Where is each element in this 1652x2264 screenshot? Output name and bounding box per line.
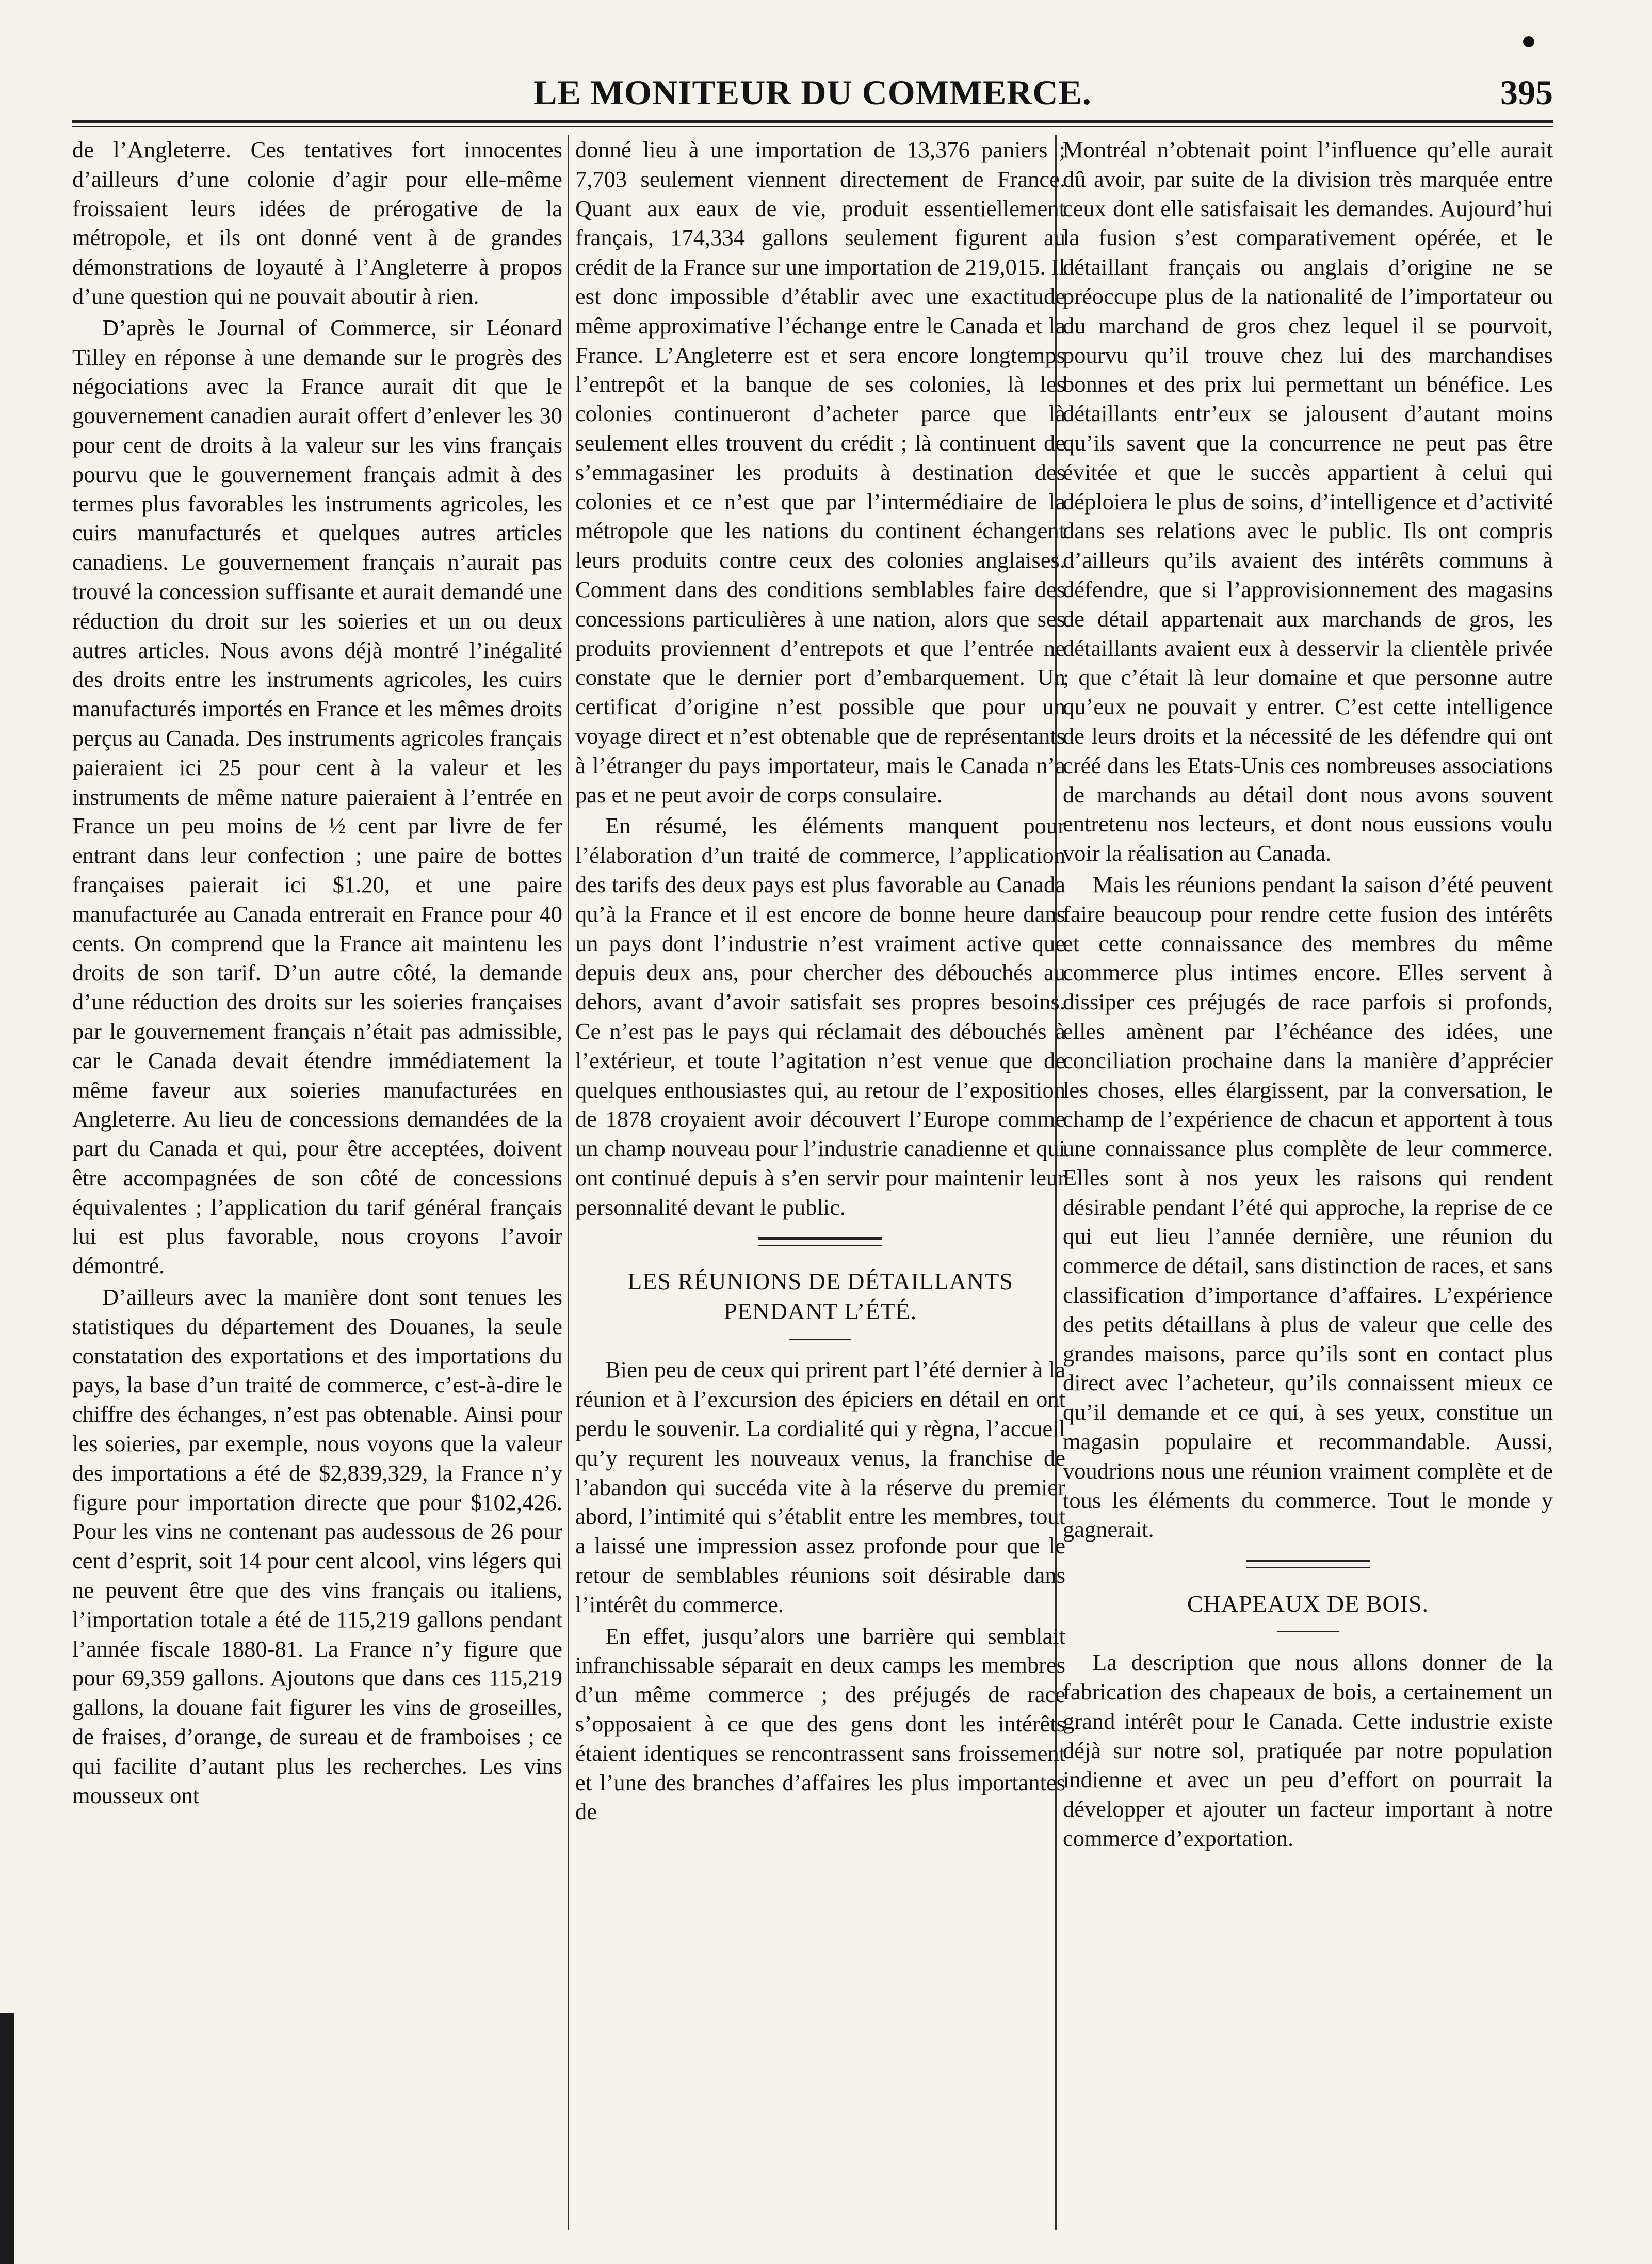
page-number: 395: [1500, 73, 1553, 112]
double-rule: [1246, 1560, 1370, 1568]
paragraph: de l’Angleterre. Ces tentatives fort innocentes d’ailleurs d’une colonie d’agir pour elle-même froissaient leurs idées de prérogative de la métropole, et ils ont donné vent à de grandes démonstrations de loyauté à l’Angleterre à propos d’une question qui ne pouvait aboutir à rien.: [72, 137, 562, 309]
paragraph: D’après le Journal of Commerce, sir Léonard Tilley en réponse à une demande sur le progrès des négociations avec la France aurait dit que le gouvernement canadien aurait offert d’enlever les 30 pour cent de droits à la valeur sur les vins français pourvu que le gouvernement français admit à des termes plus favorables les instruments agricoles, les cuirs manufacturés et quelques autres articles canadiens. Le gouvernement français n’aurait pas trouvé la concession suffisante et aurait demandé une réduction du droit sur les soieries et un ou deux autres articles. Nous avons déjà montré l’inégalité des droits entre les instruments agricoles, les cuirs manufacturés importés en France et les mêmes droits perçus au Canada. Des instruments agricoles français paieraient ici 25 pour cent à la valeur et les instruments de même nature paieraient à l’entrée en France un peu moins de ½ cent par livre de fer entrant dans leur confection ; une paire de bottes françaises paierait ici $1.20, et une paire manufacturée au Canada entrerait en France pour 40 cents. On comprend que la France ait maintenu les droits de son tarif. D’un autre côté, la demande d’une réduction des droits sur les soieries françaises par le gouvernement français n’était pas admissible, car le Canada devait étendre immédiatement la même faveur aux soieries manufacturées en Angleterre. Au lieu de concessions demandées de la part du Canada et qui, pour être acceptées, doivent être accompagnées de son côté de concessions équivalentes ; l’application du tarif général français lui est plus favorable, nous croyons l’avoir démontré.: [72, 314, 562, 1279]
paragraph: Mais les réunions pendant la saison d’été peuvent faire beaucoup pour rendre cette fusion des intérêts et cette connaissance des membres du même commerce plus intimes encore. Elles servent à dissiper ces préjugés de race parfois si profonds, elles amènent par l’échéance des idées, une conciliation prochaine dans la manière d’apprécier les choses, elles élargissent, par la conversation, le champ de l’expérience de chacun et apportent à tous une connaissance plus complète de leur commerce. Elles sont à nos yeux les raisons qui rendent désirable pendant l’été qui approche, la reprise de ce qui eut lieu l’année dernière, une réunion du commerce de détail, sans distinction de races, et sans classification d’importance d’affaires. L’expérience des petits détaillans à plus de valeur que celle des grandes maisons, parce qu’ils sont en contact plus direct avec l’acheteur, qu’ils connaissent mieux ce qu’il demande et ce qui, à ses yeux, constitue un magasin populaire et recommandable. Aussi, voudrions nous une réunion vraiment complète et de tous les éléments du commerce. Tout le monde y gagnerait.: [1063, 871, 1553, 1543]
short-rule: [789, 1339, 851, 1340]
column-divider-left: [568, 135, 569, 2230]
paragraph: La description que nous allons donner de la fabrication des chapeaux de bois, a certainement un grand intérêt pour le Canada. Cette industrie existe déjà sur notre sol, pratiquée par notre population indienne et avec un peu d’effort on pourrait la développer et ajouter un facteur important à notre commerce d’exportation.: [1063, 1649, 1553, 1852]
page-header: [72, 72, 1553, 119]
page-dot: [1523, 36, 1534, 47]
paragraph: En résumé, les éléments manquent pour l’élaboration d’un traité de commerce, l’application des tarifs des deux pays est plus favorable au Canada qu’à la France et il est encore de bonne heure dans un pays dont l’industrie n’est vraiment active que depuis deux ans, pour chercher des débouchés au dehors, avant d’avoir satisfait ses propres besoins. Ce n’est pas le pays qui réclamait des débouchés à l’extérieur, et toute l’agitation n’est venue que de quelques enthousiastes qui, au retour de l’exposition de 1878 croyaient avoir découvert l’Europe comme un champ nouveau pour l’industrie canadienne et qui ont continué depuis à s’en servir pour maintenir leur personnalité devant le public.: [575, 813, 1065, 1220]
paragraph: Montréal n’obtenait point l’influence qu’elle aurait dû avoir, par suite de la division très marquée entre ceux dont elle satisfaisait les demandes. Aujourd’hui la fusion s’est comparativement opérée, et le détaillant français ou anglais d’origine ne se préoccupe plus de la nationalité de l’importateur ou du marchand de gros chez lequel il se pourvoit, pourvu qu’il trouve chez lui des marchandises bonnes et des prix lui permettant un bénéfice. Les détaillants entr’eux se jalousent d’autant moins qu’ils savent que la concurrence ne peut pas être évitée et que le succès appartient à celui qui déploiera le plus de soins, d’intelligence et d’activité dans ses relations avec le public. Ils ont compris d’ailleurs qu’ils avaient des intérêts communs à défendre, que si l’approvisionnement des magasins de détail appartenait aux marchands de gros, les détaillants avaient eux à desservir la clientèle privée ; que c’était là leur domaine et que personne autre qu’eux ne pouvait y entrer. C’est cette intelligence de leurs droits et la nécessité de les défendre qui ont créé dans les Etats-Unis ces nombreuses associations de marchands au détail dont nous avons souvent entretenu nos lecteurs, et dont nous eussions voulu voir la réalisation au Canada.: [1063, 137, 1553, 866]
paragraph: D’ailleurs avec la manière dont sont tenues les statistiques du département des Douanes, la seule constatation des exportations et des importations du pays, la base d’un traité de commerce, c’est-à-dire le chiffre des échanges, n’est pas obtenable. Ainsi pour les soieries, par exemple, nous voyons que la valeur des importations a été de $2,839,329, la France n’y figure pour importation directe que pour $102,426. Pour les vins ne contenant pas audessous de 26 pour cent d’esprit, soit 14 pour cent alcool, vins légers qui ne peuvent être que des vins français ou italiens, l’importation totale a été de 115,219 gallons pendant l’année fiscale 1880-81. La France n’y figure que pour 69,359 gallons. Ajoutons que dans ces 115,219 gallons, la douane fait figurer les vins de groseilles, de fraises, d’orange, de sureau et de framboises ; ce qui facilite d’autant plus les recherches. Les vins mousseux ont: [72, 1284, 562, 1808]
binding-edge-mark: [0, 2013, 14, 2264]
column-right: [1063, 135, 1553, 1853]
column-left: [72, 135, 562, 1810]
section-heading-block: [575, 1237, 1065, 1340]
double-rule: [758, 1237, 882, 1246]
paragraph: donné lieu à une importation de 13,376 paniers ; 7,703 seulement viennent directement de France. Quant aux eaux de vie, produit essentiellement français, 174,334 gallons seulement figurent au crédit de la France sur une importation de 219,015. Il est donc impossible d’établir avec une exactitude même approximative l’échange entre le Canada et la France. L’Angleterre est et sera encore longtemps l’entrepôt et la banque de ses colonies, là les colonies continueront d’acheter parce que là seulement elles trouvent du crédit ; là continuent de s’emmagasiner les produits à destination des colonies et ce n’est que par l’intermédiaire de la métropole que les nations du continent échangent leurs produits contre ceux des colonies anglaises. Comment dans des conditions semblables faire des concessions particulières à une nation, alors que ses produits proviennent d’entrepots et que l’entrée ne constate que le dernier port d’embarquement. Un certificat d’origine n’est possible que pour un voyage direct et n’est obtenable que de représentants à l’étranger du pays importateur, mais le Canada n’a pas et ne peut avoir de corps consulaire.: [575, 137, 1065, 808]
running-title: LE MONITEUR DU COMMERCE.: [533, 73, 1092, 112]
section-title: CHAPEAUX DE BOIS.: [1187, 1591, 1429, 1617]
short-rule: [1277, 1631, 1339, 1632]
section-heading-block: [1063, 1560, 1553, 1632]
header-rule-thin: [72, 126, 1553, 127]
paragraph: Bien peu de ceux qui prirent part l’été dernier à la réunion et à l’excursion des épiciers en détail en ont perdu le souvenir. La cordialité qui y règna, l’accueil qu’y reçurent les nouveaux venus, la franchise de l’abandon qui succéda vite à la réserve du premier abord, l’intimité qui s’établit entre les membres, tout a laissé une impression assez profonde pour que le retour de semblables réunions soit désirable dans l’intérêt du commerce.: [575, 1357, 1065, 1617]
section-title: LES RÉUNIONS DE DÉTAILLANTS PENDANT L’ÉTÉ.: [627, 1268, 1013, 1325]
header-rule: [72, 120, 1553, 123]
paragraph: En effet, jusqu’alors une barrière qui semblait infranchissable séparait en deux camps les membres d’un même commerce ; des préjugés de race s’opposaient à ce que des gens dont les intérêts étaient identiques se rencontrassent sans froissement et l’une des branches d’affaires les plus importantes de: [575, 1623, 1065, 1825]
column-middle: [575, 135, 1065, 1826]
